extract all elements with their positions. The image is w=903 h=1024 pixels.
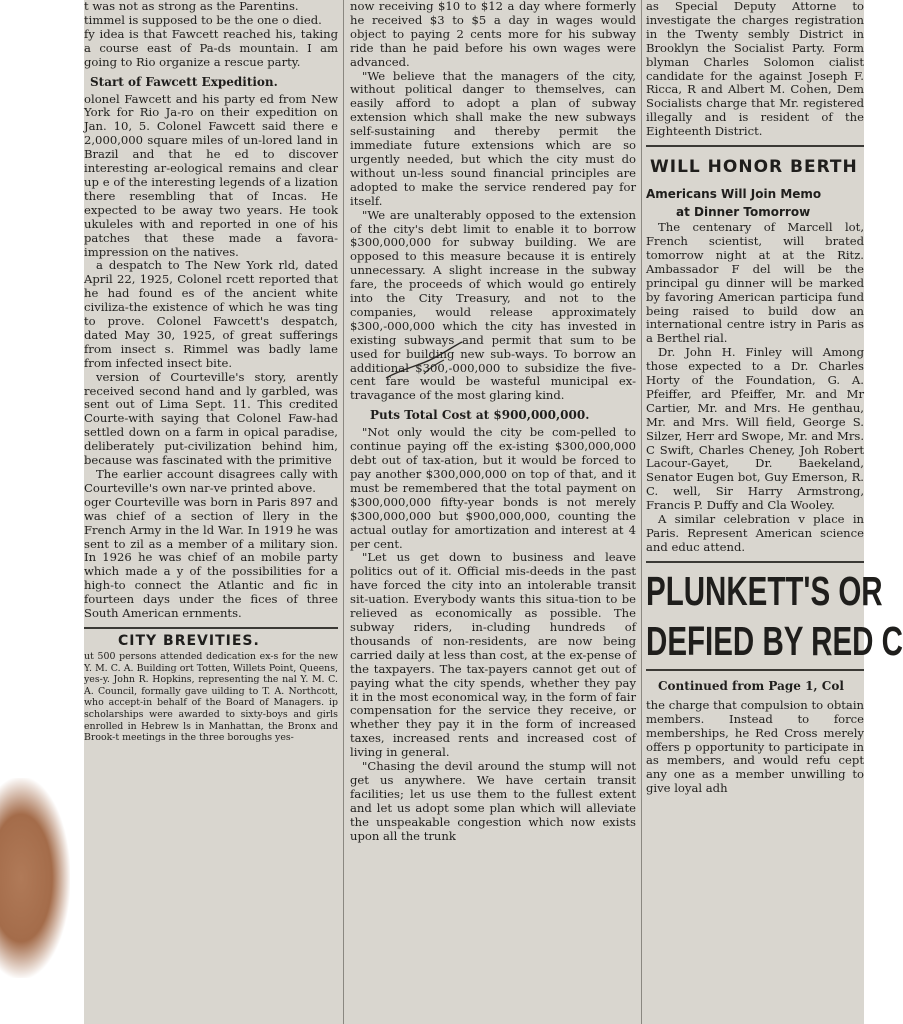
column-fawcett [84, 0, 338, 744]
article-paragraph: A similar celebration v place in Paris. Represent American science and educ attend. [646, 512, 864, 554]
article-paragraph: olonel Fawcett and his party ed from New York for Rio Ja-ro on their expedition on Jan. 10, 5. Colonel Fawcett said there e 2,000,000 square miles of un-lored land in Brazil and that he ed to discover interesting ar-eological remains and clear up e of the interesting legends of a lization there resembling that of Incas. He expected to be away two years. He took ukuleles with and reported in one of his patches that these made a favora- impression on the natives. [84, 91, 338, 259]
subheading-fawcett-expedition: Start of Fawcett Expedition. [90, 74, 278, 89]
article-paragraph: Dr. John H. Finley will Among those expected to a Dr. Charles Horty of the Foundation, G. A. Pfeiffer, ard Pfeiffer, Mr. and Mr Cartier, Mr. and Mrs. He genthau, Mr. and Mrs. Will field, George S. Silzer, Herr ard Swope, Mr. and Mrs. C Swift, Charles Cheney, Joh Robert Lacour-Gayet, Dr. Baekeland, Senator Eugen bot, Guy Emerson, R. C. well, Sir Harry Armstrong, Francis P. Duffy and Cla Wooley. [646, 345, 864, 513]
headline-city-brevities: CITY BREVITIES. [118, 632, 260, 649]
article-paragraph: t was not as strong as the Parentins. [84, 0, 299, 13]
subheading-total-cost: Puts Total Cost at $900,000,000. [370, 408, 590, 423]
article-paragraph: The earlier account disagrees cally with Courteville's own nar-ve printed above. [84, 467, 338, 495]
article-paragraph: version of Courteville's story, arently received second hand and ly garbled, was sent out of Lima Sept. 11. This credited Courte-with saying that Colonel Faw-had settled down on a farm in opical paradise, deliberately put-civilization behind him, because was fascinated with the primitive [84, 369, 338, 468]
column-divider-rule [646, 561, 864, 563]
article-paragraph: a despatch to The New York rld, dated April 22, 1925, Colonel rcett reported that he had found es of the ancient white civiliza-the existence of which he was ting to prove. Colonel Fawcett's despatch, dated May 30, 1925, of great sufferings from insect s. Rimmel was badly lame from infected insect bite. [84, 258, 338, 370]
article-paragraph: "We believe that the managers of the city, without political danger to themselves, can easily afford to adopt a plan of subway extension which shall make the new subways self-sustaining and thereby permit the immediate future extensions which are so urgently needed, but which the city must do without un-less sound financial principles are adopted to make the service rendered pay for itself. [350, 68, 636, 208]
article-paragraph: The centenary of Marcell lot, French scientist, will brated tomorrow night at at the Ritz. Ambassador F del will be the principal gu dinner will be marked by favoring American participa fund being raised to build dow an international centre istry in Paris as a Berthel rial. [646, 220, 864, 346]
article-paragraph: fy idea is that Fawcett reached his, taking a course east of Pa-ds mountain. I am going to Rio organize a rescue party. [84, 26, 338, 69]
pen-mark-icon [384, 338, 464, 388]
article-paragraph: "Let us get down to business and leave politics out of it. Official mis-deeds in the past have forced the city into an intolerable transit sit-uation. Everybody wants this situa-tion to be relieved as economically as possible. The subway riders, in-cluding hundreds of thousands of non-residents, are now being carried daily at less than cost, at the ex-pense of the taxpayers. The tax-payers cannot get out of paying what the city spends, whether they pay it in the most economical way, in the form of fair compensation for the service they receive, or whether they pay it in the form of increased taxes, increased rents and increased cost of living in general. [350, 550, 636, 760]
column-rule [343, 0, 344, 1024]
column-divider-rule [646, 145, 864, 147]
article-paragraph: "Not only would the city be com-pelled to continue paying off the ex-isting $300,000,000 debt out of tax-ation, but it would be forced to pay another $300,000,000 on top of that, and it must be remembered that the total payment on $300,000,000 fifty-year bonds is not merely $300,000,000 but $900,000,000, counting the actual outlay for amortization and interest at 4 per cent. [350, 425, 636, 551]
column-rule [641, 0, 642, 1024]
headline-will-honor: WILL HONOR BERTH [650, 157, 858, 178]
article-paragraph: timmel is supposed to be the one o died. [84, 12, 322, 27]
continued-line: Continued from Page 1, Col [658, 678, 844, 693]
article-paragraph: the charge that compulsion to obtain members. Instead to force memberships, he Red Cross merely offers p opportunity to participate in as members, and would refu cept any one as a member unwilling to give loyal adh [646, 697, 864, 796]
article-paragraph: "Chasing the devil around the stump will not get us anywhere. We have certain transit facilities; let us use them to the fullest extent and let us adopt some plan which will alleviate the unspeakable congestion which now exists upon all the trunk [350, 759, 636, 843]
newspaper-page [84, 0, 903, 1024]
headline-plunketts: PLUNKETT'S OR [646, 567, 883, 614]
column-divider-rule [646, 669, 864, 671]
brevities-text: ut 500 persons attended dedication ex-s for the new Y. M. C. A. Building ort Totten, Willets Point, Queens, yes-y. John R. Hopkins, representing the nal Y. M. C. A. Council, formally gave uilding to T. A. Northcott, who accept-in behalf of the Board of Managers. ip scholarships were awarded to sixty-boys and girls enrolled in Hebrew ls in Manhattan, the Bronx and Brook-t meetings in the three boroughs yes- [84, 650, 338, 744]
thumb-shadow [0, 778, 70, 978]
article-paragraph: oger Courteville was born in Paris 897 and was chief of a section of llery in the French Army in the ld War. In 1919 he was sent to zil as a member of a military sion. In 1926 he was chief of an mobile party which made a y of the possibilities for a high-to connect the Atlantic and fic in fourteen days under the fices of three South American ernments. [84, 494, 338, 621]
column-subway [350, 0, 636, 843]
headline-defied: DEFIED BY RED C [646, 617, 903, 664]
column-berthelot-plunkett [646, 0, 903, 796]
article-paragraph: "We are unalterably opposed to the extension of the city's debt limit to enable it to borrow $300,000,000 for subway building. We are opposed to this measure because it is entirely unnecessary. A slight increase in the subway fare, the proceeds of which would go entirely into the City Treasury, and not to the companies, would release approximately $300,-000,000 which the city has invested in existing subways and permit that sum to be used for building new sub-ways. To borrow an additional $300,-000,000 to subsidize the five-cent fare would be wasteful municipal ex-travagance of the most glaring kind. [350, 207, 636, 403]
article-paragraph: as Special Deputy Attorne to investigate the charges registration in the Twenty sembly District in Brooklyn the Socialist Party. Form blyman Charles Solomon cialist candidate for the against Joseph F. Ricca, R and Albert M. Cohen, Dem Socialists charge that Mr. registered illegally and is resident of the Eighteenth District. [646, 0, 864, 139]
article-paragraph: now receiving $10 to $12 a day where formerly he received $3 to $5 a day in wages would object to paying 2 cents more for his subway ride than he paid before his own wages were advanced. [350, 0, 636, 69]
column-divider-rule [84, 627, 338, 629]
deck-line: Americans Will Join Memo [646, 187, 822, 202]
deck-line: at Dinner Tomorrow [676, 205, 811, 220]
